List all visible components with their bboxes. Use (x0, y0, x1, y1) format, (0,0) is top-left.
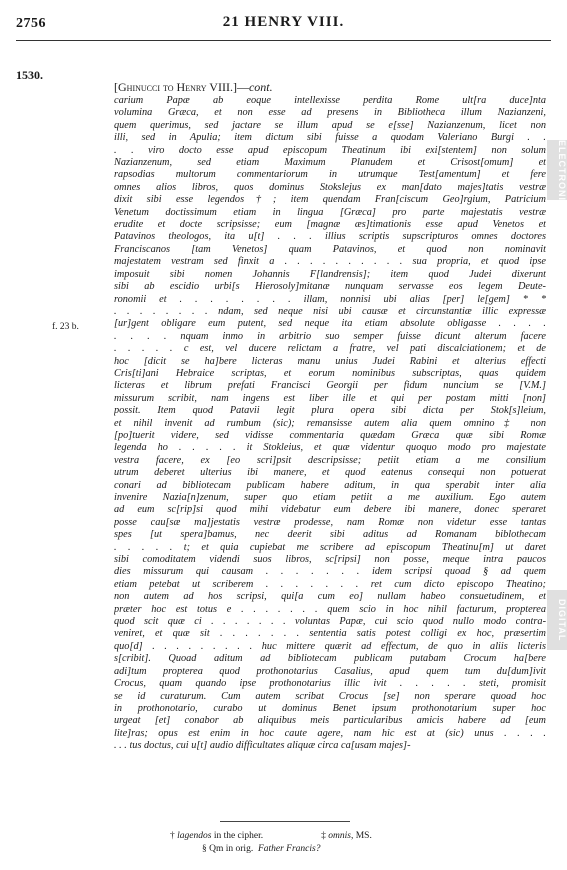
text-line: lite]ras; opus est enim in hoc caute agere, nam hic est at (sic) unus . . . . (114, 727, 546, 739)
year-margin: 1530. (16, 68, 43, 82)
text-line: . . . . . t; et quia cupiebat me scribere ad episcopum Theatinu[m] ut daret (114, 541, 546, 553)
text-line: et nihil invenit ad rumbum (sic); remansisse autem alia quem omnino‡ non (114, 417, 546, 429)
text-line: Cris[ti]ani Hebraice scriptas, et eorum nominibus subscriptas, quas quidem (114, 367, 546, 379)
text-line: ronomii et . . . . . . . . illam, nonnisi ubi alias [per] le[gem] * * (114, 293, 546, 305)
section-name: Ghinucci to Henry VIII. (118, 80, 233, 94)
text-line: posse cau[sæ ma]jestatis vestræ prodesse, nam Romæ non videtur esse tantas (114, 516, 546, 528)
text-line: rapsodias multorum commentariorum in utrumque Test[amentum] et fere (114, 169, 546, 181)
text-line: carium Papæ ab eoque intellexisse perdita Rome ult[ra duce]nta (114, 95, 546, 106)
text-line: in prothonotario, curabo ut dominus Benet ipsum prothonotarium super hoc (114, 702, 546, 714)
text-line: missurum scribit, nam ingens est liber ille et qui per postam mitti [non] (114, 392, 546, 404)
text-line: se id curaturum. Cum autem scribat Crocus [se] non sperare quoad hoc (114, 690, 546, 702)
text-line: quem querimus, sed jactare se illum apud se e[sse] Nazianzenum, licet non (114, 119, 546, 131)
footnote-1: † lagendos in the cipher. (170, 831, 264, 841)
text-line: majestatem vestram sed finxit a . . . . . . . . . . sua propria, et quod ipse (114, 256, 546, 268)
text-line: . . . . . . . . ndam, sed neque nisi ubi causæ et circunstantiæ illic expressæ (114, 305, 546, 317)
page-header (16, 14, 551, 34)
text-line: s[cribit]. Quoad aditum ad bibliotecam publicam putabam Crocum ha[bere (114, 653, 546, 665)
text-line: illi, sed in Apulia; item dictum sibi fuisse a quodam Valeriano Burgi . . (114, 132, 546, 144)
text-line: etiam petebat ut scriberem . . . . . . . ret cum dicto episcopo Theatino; (114, 578, 546, 590)
text-line: Venetum doctissimum etiam in lingua [Græca] pro parte majestatis vestræ (114, 206, 546, 218)
text-line: . . . . . c est, vel ducere relictam a fratre, vel pati discalciationem; et de (114, 343, 546, 355)
text-line: quod scit quæ ci . . . . . . . voluntas Papæ, cui scio quod nullo modo contra- (114, 616, 546, 628)
text-line: erudite et docte scripsisse; eum [magnæ æs]timationis esse apud Venetos et (114, 219, 546, 231)
text-line: dies missurum qui causam . . . . . . . idem scripsi quoad § ad quem (114, 566, 546, 578)
text-line: quo[d] . . . . . . . . . huc mittere quærit ad effectum, de quo in aliis licteris (114, 640, 546, 652)
text-line: legenda ho . . . . . it Stokleius, et quæ videntur quoquo modo pro majestate (114, 442, 546, 454)
footnote-3: § Qm in orig. Father Francis? (202, 844, 321, 854)
footnote-row-1 (170, 830, 500, 843)
header-rule (16, 40, 551, 41)
text-line: . . . tus doctus, cui u[t] audio difficultates aliquæ circa ca[usam majes]- (114, 740, 411, 752)
text-line: præter hoc est totus e . . . . . . . quem scio in hoc nihil facturum, propterea (114, 603, 546, 615)
text-line: Patavinos theologos, ita u[t] . . . illius scriptis supscripturos omnes doctores (114, 231, 546, 243)
watermark-stamp: ELECTRONIC (547, 140, 567, 200)
text-line: Franciscanos [tam Venetos] quam Patavinos, et quod non nominavit (114, 243, 546, 255)
text-line: spes [ut spera]bamus, nec deerit sibi aditus ad Romanam biblothecam (114, 529, 546, 541)
footnote-2: ‡ omnis, MS. (321, 831, 372, 841)
footnote-row-2 (170, 843, 500, 856)
text-line: [ur]gent obligare eum putent, sed neque ita etiam absolute obligasse . . . . (114, 318, 546, 330)
footnotes (170, 830, 500, 856)
text-line: sibi comoditatem videndi suos libros, sc[ripsi] non posse, meque intra paucos (114, 554, 546, 566)
text-line: invenire Nazia[n]zenum, super quo etiam petiit a me auxilium. Ego autem (114, 492, 546, 503)
document-body (114, 95, 546, 753)
text-line: Nazianzenum, sed etiam Maximum Planudem et Crisost[omum] et (114, 157, 546, 169)
section-cont: cont. (248, 80, 273, 94)
text-line: veniret, et quæ sit . . . . . . . sententia satis potest colligi ex hoc, præsertim (114, 628, 546, 640)
section-open: [ (114, 80, 118, 94)
text-line: adi]tum propterea quod prothonotarius Casalius, apud quem tum du[dum]ivit (114, 665, 546, 677)
text-line: omnes alios libros, quos dominus Stokslejus ex man[dato majes]tatis vestræ (114, 181, 546, 193)
text-line: Crocus, quam quando ipse prothonotarius illic ivit . . . . . steti, promisit (114, 678, 546, 690)
text-line: non autem ad hos scripsi, qui[a cum eo] nullam habeo consuetudinem, et (114, 591, 546, 603)
text-line: hoc [dicit se ha]bere licteras manu unius Judei Rabini et alterius effecti (114, 355, 546, 367)
text-line: . . viro docto esse apud episcopum Theatinum ibi exi[stentem] non solum (114, 144, 546, 156)
text-line: possit. Item quod Patavii legit plura opera sibi dicta per Stok[s]leium, (114, 405, 546, 417)
text-line: sibi ab escidio urbi[s Hierosoly]mitanæ nunquam servasse eos legem Deute- (114, 281, 546, 293)
text-line: volumina Græca, et non esse ad presens in Bibliotheca illum Nazianzeni, (114, 107, 546, 119)
text-line: conari ad bibliotecam publicam habere aditum, in qua sperabit inter alia (114, 479, 546, 491)
section-heading (114, 80, 273, 95)
text-line: . . . . nquam inmo in arbitrio suo semper fuisse dicunt alterum facere (114, 330, 546, 342)
text-line: dixit sibi esse legendos†; item quendam Fran[ciscum Geo]rgium, Patricium (114, 194, 546, 206)
footnote-rule (220, 821, 350, 822)
text-line: licteras et librum prefati Francisci Georgii per fidum nuncium se [V.M.] (114, 380, 546, 392)
section-close: ]— (232, 80, 249, 94)
watermark-stamp: DIGITAL (547, 590, 567, 650)
text-line: utrum deberet ulterius ibi manere, et quod eatenus consequi non potuerat (114, 467, 546, 479)
folio-marker: f. 23 b. (52, 322, 79, 332)
text-line: imposuit sibi nomen Johannis F[landrensis]; item quod Judei dixerunt (114, 268, 546, 280)
running-head: 21 HENRY VIII. (222, 14, 345, 30)
text-line: [po]tuerit videre, sed vidisse commentaria quædam Græca quæ sibi Romæ (114, 429, 546, 441)
text-line: ad eum sc[rip]si quod mihi videbatur eum debere ibi manere, donec speraret (114, 504, 546, 516)
page-number: 2756 (16, 16, 46, 31)
text-line: urgeat [et] conabor ab aliquibus meis particularibus amicis habere ad [eum (114, 715, 546, 727)
text-line: vestra facere, ex [eo scri]psit descripsisse; petiit etiam a me consilium (114, 454, 546, 466)
